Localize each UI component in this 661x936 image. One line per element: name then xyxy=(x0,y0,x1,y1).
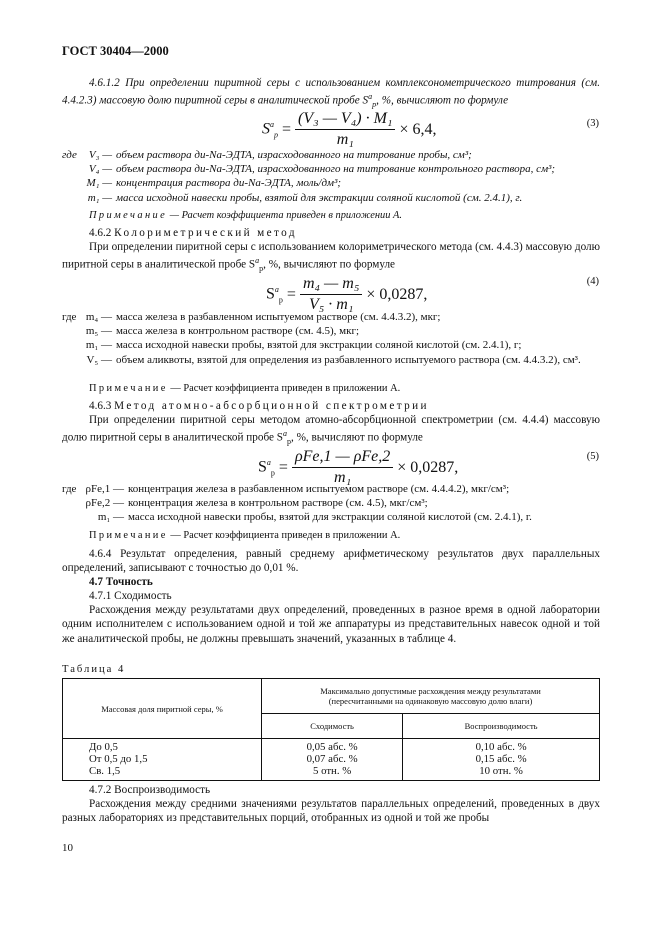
legend-5 xyxy=(62,482,602,525)
legend-4 xyxy=(62,310,602,367)
multiplier: × 0,0287, xyxy=(397,458,459,476)
heading-4-7-1: 4.7.1 Сходимость xyxy=(89,590,172,602)
heading-4-7: 4.7 Точность xyxy=(89,576,153,588)
legend-symbol: m₅ — xyxy=(85,325,112,338)
section-number: 4.6.2 xyxy=(89,227,112,239)
subscript: p xyxy=(270,468,275,478)
paragraph-4-6-4: 4.6.4 Результат определения, равный среднему арифметическому результатов двух параллельных определений, записывают с точностью до 0,01 %. xyxy=(62,548,600,575)
paragraph-tail: , %, вычисляют по формуле xyxy=(263,259,396,272)
equals-sign: = xyxy=(282,120,292,138)
legend-symbol: ρFe,2 — xyxy=(85,497,124,510)
legend-description: масса исходной навески пробы, взятой для экстракции соляной кислотой (см. 2.4.1), г; xyxy=(116,339,522,352)
table-header-group: Максимально допустимые расхождения между результатами (пересчитанными на одинаковую массовую долю влаги) xyxy=(262,679,600,714)
equation-number-5: (5) xyxy=(586,451,599,462)
superscript: a xyxy=(266,457,271,467)
legend-symbol: ρFe,1 — xyxy=(85,483,124,495)
legend-prefix: где xyxy=(62,311,77,323)
legend-item xyxy=(62,353,602,367)
heading-4-7-2: 4.7.2 Воспроизводимость xyxy=(89,784,211,796)
equals-sign: = xyxy=(286,285,296,303)
formula-lhs xyxy=(266,285,283,305)
legend-description: объем раствора ди-Na-ЭДТА, израсходованного на титрование контрольного раствора, см³; xyxy=(116,163,556,176)
note-text: — Расчет коэффициента приведен в приложении А. xyxy=(170,530,401,541)
numerator: m₄ — m₅ xyxy=(300,275,362,295)
numerator: (V₃ — V₄) · M₁ xyxy=(295,110,395,130)
formula-4 xyxy=(266,275,427,314)
legend-symbol: m₁ — xyxy=(85,339,112,352)
note-5 xyxy=(89,529,400,543)
legend-item xyxy=(62,510,602,524)
heading-4-6-2 xyxy=(89,226,297,240)
legend-item xyxy=(62,482,602,496)
legend-prefix xyxy=(62,176,84,190)
legend-item xyxy=(62,148,602,162)
legend-description: объем раствора ди-Na-ЭДТА, израсходованного на титрование пробы, см³; xyxy=(116,149,472,161)
legend-symbol: V₃ — xyxy=(88,149,112,161)
legend-prefix: где xyxy=(62,149,77,161)
legend-description: масса исходной навески пробы, взятой для экстракции соляной кислотой (см. 2.4.1), г. xyxy=(116,191,523,204)
equation-number-4: (4) xyxy=(586,276,599,287)
superscript: a xyxy=(255,256,260,266)
section-title: Колориметрический метод xyxy=(114,227,297,239)
legend-item xyxy=(62,324,602,338)
legend-prefix xyxy=(62,496,84,510)
table-cell-mass-fraction: До 0,5 От 0,5 до 1,5 Св. 1,5 xyxy=(63,739,262,781)
subscript: p xyxy=(278,295,283,305)
legend-item xyxy=(62,496,602,510)
heading-4-6-3 xyxy=(89,399,429,413)
note-label: Примечание xyxy=(89,530,168,541)
legend-description: масса железа в разбавленном испытуемом растворе (см. 4.4.3.2), мкг; xyxy=(116,311,441,323)
legend-symbol: m₁ — xyxy=(87,191,112,204)
formula-lhs xyxy=(258,458,275,478)
equation-number-3: (3) xyxy=(586,118,599,129)
table-header-row xyxy=(63,679,600,714)
fraction xyxy=(300,275,362,314)
legend-description: объем аликвоты, взятой для определения из разбавленного испытуемого раствора (см. 4.4.3.2), см³. xyxy=(116,353,581,366)
note-4 xyxy=(89,382,400,396)
superscript: a xyxy=(368,92,373,102)
legend-item xyxy=(62,162,602,176)
paragraph-4-6-2 xyxy=(62,240,600,277)
subscript: p xyxy=(372,100,377,110)
legend-description: масса железа в контрольном растворе (см. 4.5), мкг; xyxy=(116,325,360,338)
page-number: 10 xyxy=(62,842,73,854)
table-4 xyxy=(62,678,600,781)
formula-symbol: S xyxy=(258,458,267,476)
legend-3 xyxy=(62,148,602,205)
legend-prefix xyxy=(62,191,84,205)
legend-item xyxy=(62,191,602,205)
formula-3 xyxy=(262,110,437,149)
table-header-mass-fraction: Массовая доля пиритной серы, % xyxy=(63,679,262,739)
paragraph-4-7-1: Расхождения между результатами двух определений, проведенных в разное время в одной лаборатории одним исполнителем с использованием одной и той же аппаратуры из представительных навесок одной и той же аналитической пробы, не должны превышать значений, указанных в таблице 4. xyxy=(62,604,600,645)
note-text: — Расчет коэффициента приведен в приложении А. xyxy=(169,210,402,221)
denominator: m₁ xyxy=(334,469,352,486)
legend-prefix xyxy=(62,324,84,338)
legend-prefix xyxy=(62,510,84,524)
subscript: p xyxy=(259,264,264,274)
paragraph-tail: , %, вычисляют по формуле xyxy=(291,432,423,445)
table-cell-repeatability: 0,05 абс. % 0,07 абс. % 5 отн. % xyxy=(262,739,403,781)
paragraph-text: При определении пиритной серы с использованием колориметрического метода (см. 4.4.3) массовую долю пиритной серы в аналитической пробе S xyxy=(62,241,600,272)
legend-symbol: V₅ — xyxy=(86,353,112,366)
subscript: p xyxy=(287,437,291,447)
section-number: 4.6.3 xyxy=(89,400,112,412)
note-label: Примечание xyxy=(89,383,168,394)
paragraph-text: При определении пиритной серы методом атомно-абсорбционной спектрометрии (см. 4.4.4) массовую долю пиритной серы в аналитической пробе S xyxy=(62,414,600,445)
formula-symbol: S xyxy=(266,285,275,303)
numerator: ρFe,1 — ρFe,2 xyxy=(292,448,393,468)
legend-symbol: m₁ — xyxy=(97,511,124,524)
note-text: — Расчет коэффициента приведен в приложении А. xyxy=(170,383,401,394)
legend-item xyxy=(62,310,602,324)
superscript: a xyxy=(283,429,287,439)
paragraph-text: 4.6.1.2 При определении пиритной серы с использованием комплексонометрического титрования (см. 4.4.2.3) массовую долю пиритной серы в аналитической пробе S xyxy=(62,77,600,108)
legend-item xyxy=(62,176,602,190)
table-row xyxy=(63,739,600,781)
paragraph-tail: , %, вычисляют по формуле xyxy=(376,95,509,108)
legend-prefix xyxy=(62,353,84,367)
note-3 xyxy=(89,209,402,223)
paragraph-4-6-3 xyxy=(62,413,600,450)
formula-lhs xyxy=(262,120,278,140)
superscript: a xyxy=(270,119,274,129)
legend-symbol: m₄ — xyxy=(85,311,112,323)
legend-prefix xyxy=(62,338,84,352)
legend-description: масса исходной навески пробы, взятой для экстракции соляной кислотой (см. 2.4.1), г. xyxy=(128,511,532,524)
legend-symbol: M₁ — xyxy=(86,177,112,190)
equals-sign: = xyxy=(278,458,288,476)
document-header: ГОСТ 30404—2000 xyxy=(62,44,169,58)
legend-symbol: V₄ — xyxy=(88,163,112,176)
fraction xyxy=(295,110,395,149)
multiplier: × 0,0287, xyxy=(366,285,428,303)
superscript: a xyxy=(274,284,279,294)
table-cell-reproducibility: 0,10 абс. % 0,15 абс. % 10 отн. % xyxy=(403,739,600,781)
section-title: Метод атомно-абсорбционной спектрометрии xyxy=(114,400,429,412)
table-header-reproducibility: Воспроизводимость xyxy=(403,714,600,739)
subscript: p xyxy=(274,130,278,140)
legend-description: концентрация железа в разбавленном испытуемом растворе (см. 4.4.4.2), мкг/см³; xyxy=(128,483,510,495)
legend-prefix xyxy=(62,162,84,176)
legend-description: концентрация железа в контрольном растворе (см. 4.5), мкг/см³; xyxy=(128,497,428,510)
formula-symbol: S xyxy=(262,120,270,138)
paragraph-4-7-2: Расхождения между средними значениями результатов параллельных определений, проведенных в двух разных лабораториях из представительных порций, отобранных из одной и той же пробы xyxy=(62,798,600,825)
legend-item xyxy=(62,338,602,352)
note-label: Примечание xyxy=(89,210,168,221)
multiplier: × 6,4, xyxy=(399,120,437,138)
legend-prefix: где xyxy=(62,483,77,495)
denominator: V₅ · m₁ xyxy=(308,296,354,313)
table-caption: Таблица 4 xyxy=(62,664,126,675)
table-header-repeatability: Сходимость xyxy=(262,714,403,739)
legend-description: концентрация раствора ди-Na-ЭДТА, моль/дм³; xyxy=(116,177,342,190)
denominator: m₁ xyxy=(336,131,354,148)
paragraph-4-6-1-2 xyxy=(62,76,600,113)
